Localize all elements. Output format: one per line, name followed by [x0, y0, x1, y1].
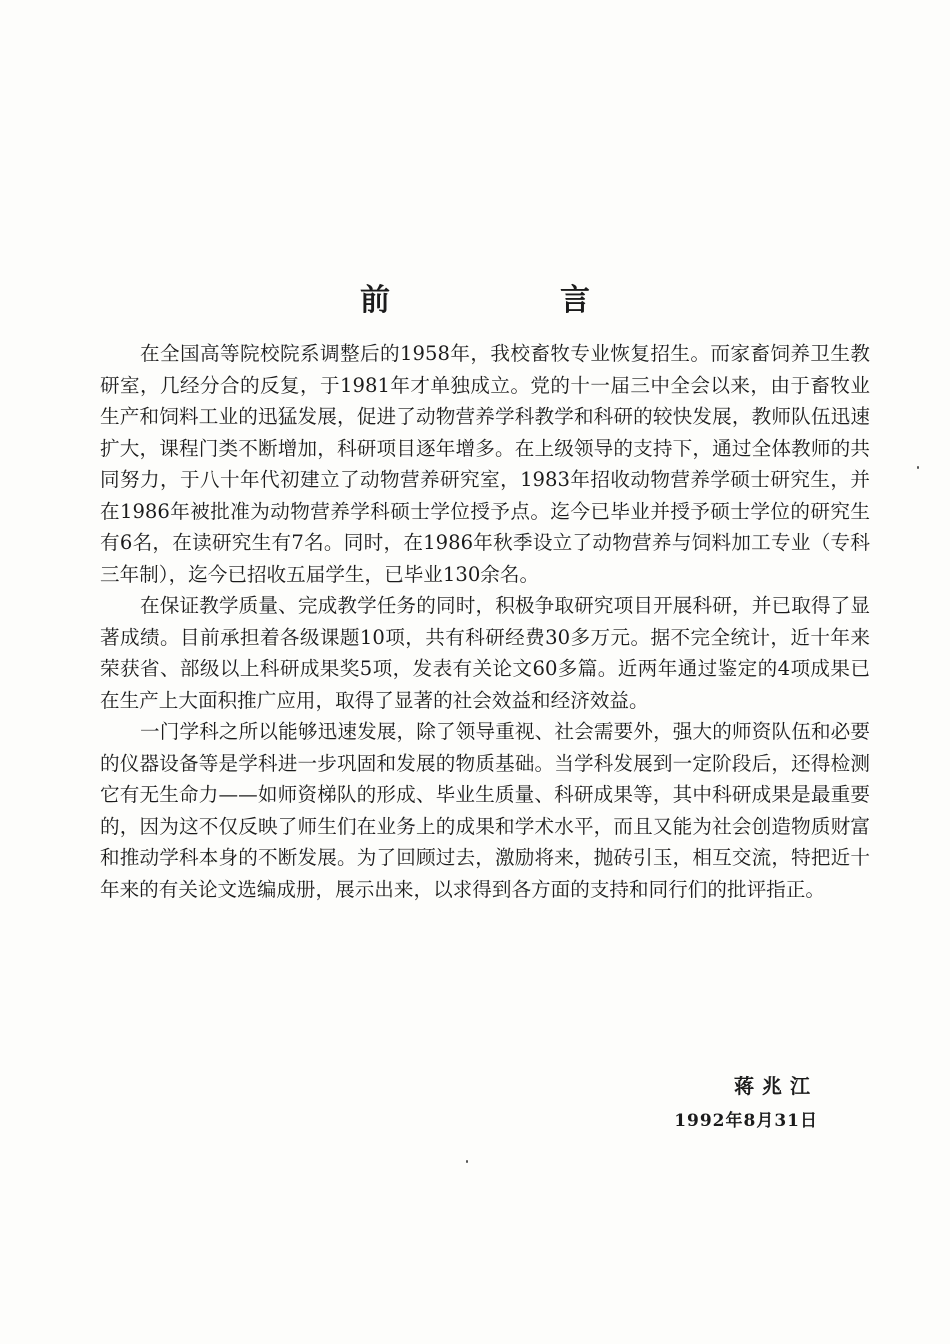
scan-speck	[917, 466, 919, 469]
preface-body	[100, 338, 870, 905]
paragraph-3: 一门学科之所以能够迅速发展，除了领导重视、社会需要外，强大的师资队伍和必要的仪器设备等是学科进一步巩固和发展的物质基础。当学科发展到一定阶段后，还得检测它有无生命力——如师资梯队的形成、毕业生质量、科研成果等，其中科研成果是最重要的，因为这不仅反映了师生们在业务上的成果和学术水平，而且又能为社会创造物质财富和推动学科本身的不断发展。为了回顾过去，激励将来，抛砖引玉，相互交流，特把近十年来的有关论文选编成册，展示出来，以求得到各方面的支持和同行们的批评指正。	[100, 720, 870, 901]
signature-date: 1992年8月31日	[674, 1111, 818, 1131]
paragraph-1: 在全国高等院校院系调整后的1958年，我校畜牧专业恢复招生。而家畜饲养卫生教研室，几经分合的反复，于1981年才单独成立。党的十一届三中全会以来，由于畜牧业生产和饲料工业的迅猛发展，促进了动物营养学科教学和科研的较快发展，教师队伍迅速扩大，课程门类不断增加，科研项目逐年增多。在上级领导的支持下，通过全体教师的共同努力，于八十年代初建立了动物营养研究室，1983年招收动物营养学硕士研究生，并在1986年被批准为动物营养学科硕士学位授予点。迄今已毕业并授予硕士学位的研究生有6名，在读研究生有7名。同时，在1986年秋季设立了动物营养与饲料加工专业（专科三年制），迄今已招收五届学生，已毕业130余名。	[100, 342, 870, 586]
scan-speck	[466, 1160, 468, 1163]
author-signature: 蒋兆江	[734, 1074, 818, 1098]
page-title: 前 言	[360, 283, 660, 318]
paragraph-2: 在保证教学质量、完成教学任务的同时，积极争取研究项目开展科研，并已取得了显著成绩。目前承担着各级课题10项，共有科研经费30多万元。据不完全统计，近十年来荣获省、部级以上科研成果奖5项，发表有关论文60多篇。近两年通过鉴定的4项成果已在生产上大面积推广应用，取得了显著的社会效益和经济效益。	[100, 594, 870, 712]
